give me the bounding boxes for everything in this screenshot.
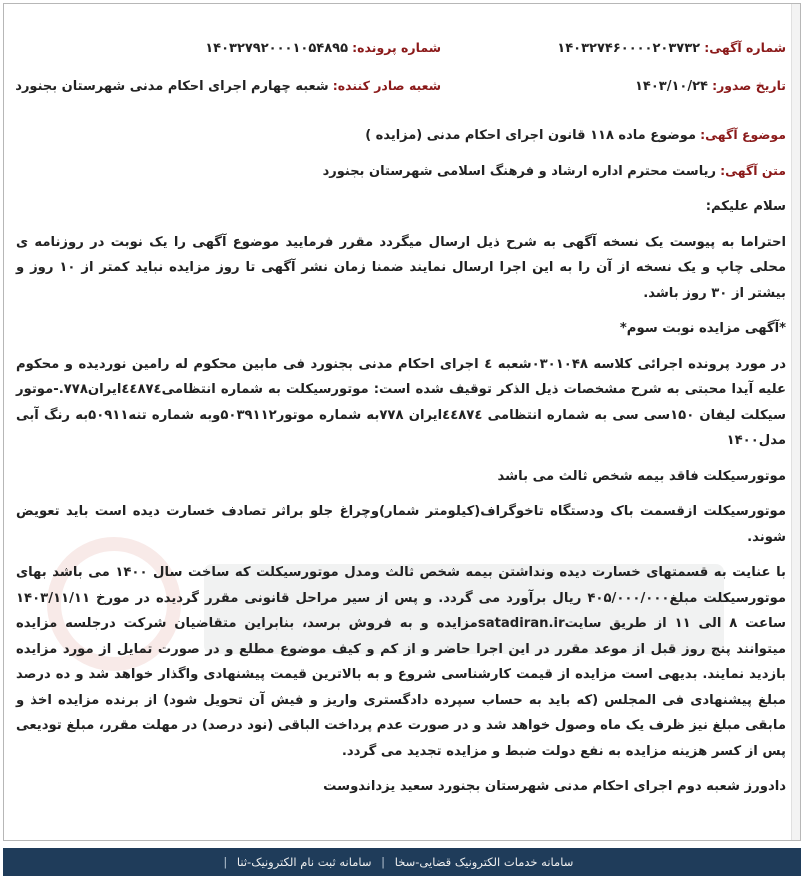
issuer bbox=[15, 75, 441, 98]
subject-label: موضوع آگهی: bbox=[700, 127, 786, 142]
issue-date-value: ۱۴۰۳/۱۰/۲۴ bbox=[634, 79, 708, 94]
footer-separator: | bbox=[381, 855, 386, 869]
notice-number-label: شماره آگهی: bbox=[704, 40, 786, 55]
text-label: متن آگهی: bbox=[720, 163, 786, 178]
footer-link-sana[interactable]: سامانه ثبت نام الکترونیک-ثنا bbox=[236, 855, 372, 869]
paragraph-3: در مورد پرونده اجرائی کلاسه ۰۳۰۱۰۴۸شعبه ٤ اجرای احکام مدنی بجنورد فی مابین محکوم له رامین نوردیده و محکوم علیه آیدا محبتی به شرح مشخصات ذیل الذکر توقیف شده است: موتورسیکلت به شماره انتظامی٤٤٨٧٤ایران۷۷۸.-موتور سیکلت لیفان ۱۵۰سی سی به شماره انتظامی ٤٤٨٧٤ایران ۷۷۸به شماره موتور۵۰۳۹۱۱۲وبه شماره تنه۵۰۹۱۱به رنگ آبی مدل۱۴۰۰ bbox=[16, 356, 786, 448]
paragraph-4: موتورسیکلت فاقد بیمه شخص ثالث می باشد bbox=[497, 468, 786, 484]
footer-link-sakha[interactable]: سامانه خدمات الکترونیک قضایی-سخا bbox=[394, 855, 574, 869]
text-row bbox=[16, 160, 786, 182]
notice-frame bbox=[3, 3, 801, 841]
notice-number bbox=[557, 37, 786, 60]
issuer-value: شعبه چهارم اجرای احکام مدنی شهرستان بجنورد bbox=[15, 79, 329, 94]
signature: دادورز شعبه دوم اجرای احکام مدنی شهرستان بجنورد سعید یزداندوست bbox=[323, 779, 786, 794]
header-row-2 bbox=[16, 75, 786, 97]
subject-row bbox=[16, 124, 786, 146]
footer-bar bbox=[3, 848, 801, 876]
subject-value: موضوع ماده ۱۱۸ قانون اجرای احکام مدنی (مزایده ) bbox=[365, 128, 697, 143]
paragraph-2: *آگهی مزایده نوبت سوم* bbox=[619, 321, 786, 336]
case-number bbox=[205, 37, 441, 60]
paragraph-1: احتراما به پیوست یک نسخه آگهی به شرح ذیل ارسال میگردد مقرر فرمایید موضوع آگهی را یک نوبت در روزنامه ی محلی چاپ و یک نسخه از آن را به این اجرا ارسال نمایند ضمنا زمان نشر آگهی تا روز مزایده نباید کمتر از ۱۰ روز و بیشتر از ۳۰ روز باشد. bbox=[16, 234, 786, 301]
notice-body bbox=[16, 194, 786, 810]
notice-number-value: ۱۴۰۳۲۷۴۶۰۰۰۰۲۰۳۷۳۲ bbox=[557, 41, 701, 56]
paragraph-5: موتورسیکلت ازقسمت باک ودستگاه تاخوگراف(کیلومتر شمار)وچراغ جلو براثر تصادف خسارت دیده است باید تعویض شوند. bbox=[16, 504, 786, 545]
vertical-scrollbar[interactable] bbox=[791, 4, 800, 840]
header-row-1 bbox=[16, 37, 786, 59]
paragraph-6: با عنایت به قسمتهای خسارت دیده ونداشتن بیمه شخص ثالث ومدل موتورسیکلت که ساخت سال ۱۴۰۰ می باشد بهای موتورسیکلت مبلغ۴۰۵/۰۰۰/۰۰۰ ریال برآورد می گردد. و پس از سیر مراحل قانونی مقرر گردیده در مورخ ۱۴۰۳/۱۱/۱۱ ساعت ۸ الی ۱۱ از طریق سایتsatadiran.irمزایده و به فروش برسد، بنابراین متقاضیان شرکت درجلسه مزایده میتوانند پنج روز قبل از موعد مقرر در این اجرا حاضر و از کم و کیف موضوع مطلع و در صورت تمایل از مورد مزایده بازدید نمایند. بدیهی است مزایده از قیمت کارشناسی شروع و به بالاترین قیمت پیشنهادی واگذار خواهد شد و ده درصد مبلغ پیشنهادی فی المجلس (که باید به حساب سپرده دادگستری واریز و فیش آن تحویل شود) از برنده مزایده اخذ و مابقی مبلغ نیز ظرف یک ماه وصول خواهد شد و در صورت عدم پرداخت الباقی (نود درصد) در مهلت مقرر، مبلغ تودیعی پس از کسر هزینه مزایده به نفع دولت ضبط و مزایده تجدید می گردد. bbox=[16, 565, 786, 759]
issue-date bbox=[635, 75, 786, 98]
footer-separator-left: | bbox=[223, 855, 228, 869]
greeting: سلام علیکم: bbox=[705, 199, 786, 214]
issue-date-label: تاریخ صدور: bbox=[712, 78, 786, 93]
case-number-label: شماره پرونده: bbox=[352, 40, 441, 55]
notice-content bbox=[16, 4, 786, 840]
case-number-value: ۱۴۰۳۲۷۹۲۰۰۰۱۰۵۴۸۹۵ bbox=[205, 41, 349, 56]
text-value: ریاست محترم اداره ارشاد و فرهنگ اسلامی شهرستان بجنورد bbox=[322, 164, 716, 179]
issuer-label: شعبه صادر کننده: bbox=[332, 78, 441, 93]
